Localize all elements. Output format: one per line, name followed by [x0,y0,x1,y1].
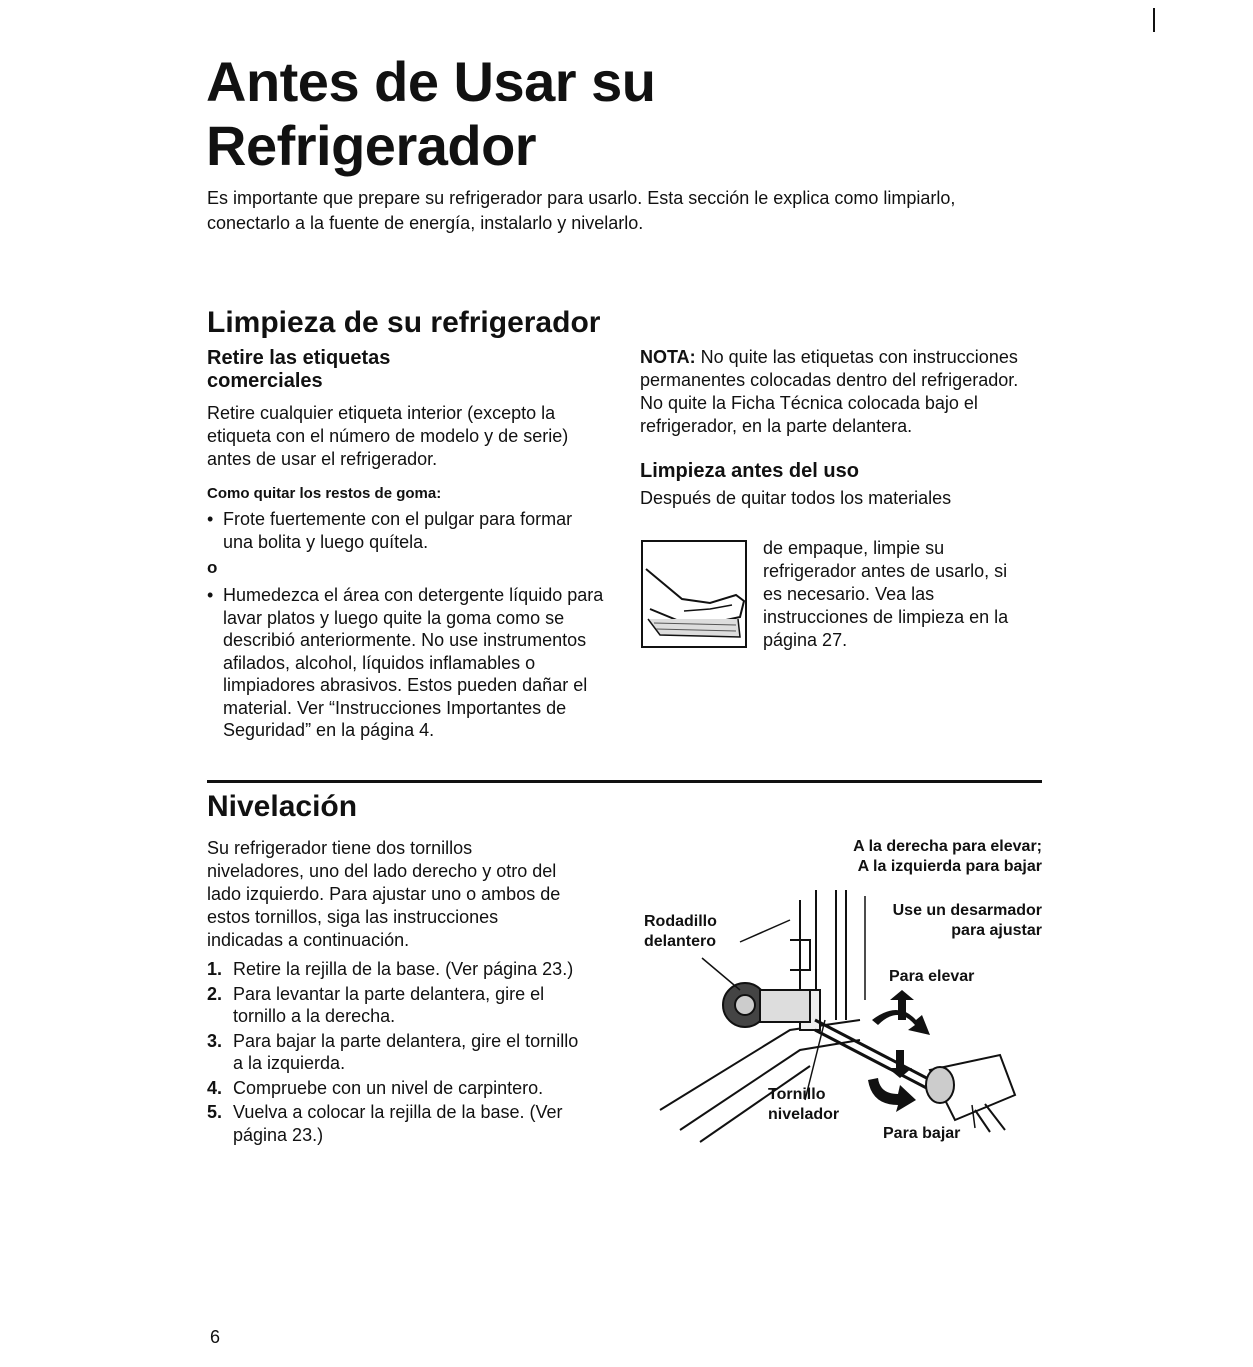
or-separator: o [207,558,218,577]
before-use-text: de empaque, limpie su refrigerador antes de usarlo, si es necesario. Vea las instrucciones de limpieza en la página 27. [763,538,1009,650]
screwdriver-label-line-1: Use un desarmador [892,902,1042,919]
step-text: Para levantar la parte delantera, gire el tornillo a la derecha. [233,983,545,1026]
gum-removal-list [207,508,607,553]
gum-removal-list-2 [207,584,607,742]
page-title-line-1: Antes de Usar su [206,50,656,113]
screwdriver-label-line-2: para ajustar [951,922,1042,939]
bullet-icon: • [207,509,214,529]
page-number: 6 [210,1327,221,1347]
leveling-intro: Su refrigerador tiene dos tornillos niveladores, uno del lado derecho y otro del lado izquierdo. Para ajustar uno o ambos de estos tornillos, siga las instrucciones indicadas a continuación. [207,838,561,950]
intro-paragraph: Es importante que prepare su refrigerador para usarlo. Esta sección le explica como limpiarlo, conectarlo a la fuente de energía, instalarlo y nivelarlo. [207,188,956,233]
note-text: No quite las etiquetas con instrucciones permanentes colocadas dentro del refrigerador. No quite la Ficha Técnica colocada bajo el refrigerador, en la parte delantera. [640,347,1019,436]
step-item [207,1077,587,1100]
section-divider [207,780,1042,783]
step-number: 1. [207,959,223,979]
lower-label: Para bajar [883,1125,961,1142]
list-item [207,508,607,553]
leveling-left-column [207,837,587,1148]
step-text: Vuelva a colocar la rejilla de la base. (Ver página 23.) [233,1102,563,1145]
roller-label [644,912,717,952]
cleaning-heading: Limpieza de su refrigerador [207,306,601,339]
list-item [207,584,607,742]
before-use-line-1: Después de quitar todos los materiales [640,488,952,508]
cleaning-left-column [207,347,607,742]
gum-removal-heading: Como quitar los restos de goma: [207,485,442,502]
step-item [207,1101,587,1146]
bullet-text: Frote fuertemente con el pulgar para formar una bolita y luego quítela. [223,509,573,552]
step-text: Retire la rejilla de la base. (Ver página 23.) [233,959,574,979]
step-number: 4. [207,1077,223,1098]
leveling-heading: Nivelación [207,790,358,823]
direction-label-line-1: A la derecha para elevar; [853,838,1042,855]
step-item [207,958,587,981]
before-use-heading: Limpieza antes del uso [640,460,859,482]
remove-labels-heading: Retire las etiquetas comerciales [207,347,391,392]
bullet-text: Humedezca el área con detergente líquido para lavar platos y luego quite la goma como se describió anteriormente. No use instrumentos afilados, alcohol, líquidos inflamables o limpiadores abrasivos. Estos pueden dañar el material. Ver “Instrucciones Importantes de Seguridad” en la página 4. [223,585,604,740]
note-label: NOTA: [640,347,696,367]
direction-label [853,837,1042,877]
step-item [207,983,587,1028]
cleaning-right-column [640,346,1030,510]
page-title-line-2: Refrigerador [206,114,537,177]
leveling-steps [207,958,587,1146]
bullet-icon: • [207,585,214,605]
step-number: 2. [207,983,223,1004]
step-item [207,1030,587,1075]
step-text: Para bajar la parte delantera, gire el tornillo a la izquierda. [233,1030,579,1073]
screwdriver-label [893,901,1042,941]
raise-label: Para elevar [889,968,975,985]
direction-label-line-2: A la izquierda para bajar [857,858,1042,875]
roller-label-line-2: delantero [644,933,717,950]
roller-label-line-1: Rodadillo [644,913,717,930]
step-text: Compruebe con un nivel de carpintero. [233,1077,544,1098]
screw-label [768,1085,839,1125]
step-number: 5. [207,1102,223,1122]
step-number: 3. [207,1030,223,1051]
note-paragraph [640,346,1030,438]
cleaning-hand-illustration [640,539,750,651]
screw-label-line-1: Tornillo [768,1086,826,1103]
page-title [206,50,656,178]
page-edge-marker [1153,8,1155,32]
screw-label-line-2: nivelador [768,1106,840,1123]
remove-labels-text: Retire cualquier etiqueta interior (excepto la etiqueta con el número de modelo y de serie) antes de usar el refrigerador. [207,403,569,469]
